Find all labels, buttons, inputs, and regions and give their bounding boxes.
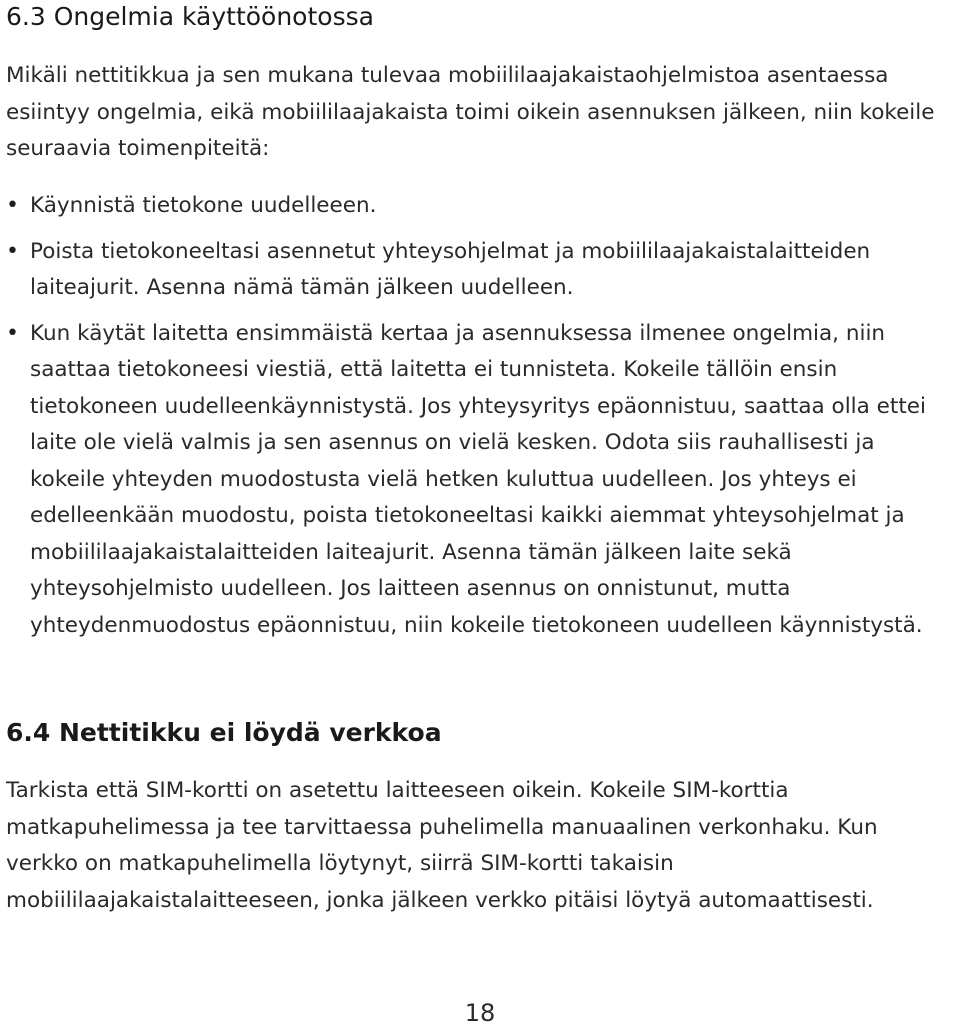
body-paragraph: Tarkista että SIM-kortti on asetettu laitteeseen oikein. Kokeile SIM-korttia matkapuhelimessa ja tee tarvittaessa puhelimella manuaalinen verkonhaku. Kun verkko on matkapuhelimella löytynyt, siirrä SIM-kortti takaisin mobiililaajakaistalaitteeseen, jonka jälkeen verkko pitäisi löytyä automaattisesti. (6, 778, 878, 913)
list-item (0, 234, 950, 307)
bullet-icon: • (6, 238, 19, 264)
bullet-icon: • (6, 320, 19, 346)
list-item (0, 188, 950, 225)
intro-paragraph: Mikäli nettitikkua ja sen mukana tulevaa mobiililaajakaistaohjelmistoa asentaessa esiintyy ongelmia, eikä mobiililaajakaista toimi oikein asennuksen jälkeen, niin kokeile seuraavia toimenpiteitä: (6, 63, 935, 161)
list-item-text: Käynnistä tietokone uudelleeen. (30, 193, 377, 218)
list-item-text: Kun käytät laitetta ensimmäistä kertaa ja asennuksessa ilmenee ongelmia, niin saattaa tietokoneesi viestiä, että laitetta ei tunnisteta. Kokeile tällöin ensin tietokoneen uudelleenkäynnistystä. Jos yhteysyritys epäonnistuu, saattaa olla ettei laite ole vielä valmis ja sen asennus on vielä kesken. Odota siis rauhallisesti ja kokeile yhteyden muodostusta vielä hetken kuluttua uudelleen. Jos yhteys ei edelleenkään muodostu, poista tietokoneeltasi kaikki aiemmat yhteysohjelmat ja mobiililaajakaistalaitteiden laiteajurit. Asenna tämän jälkeen laite sekä yhteysohjelmisto uudelleen. Jos laitteen asennus on onnistunut, mutta yhteydenmuodostus epäonnistuu, niin kokeile tietokoneen uudelleen käynnistystä. (30, 320, 926, 638)
troubleshooting-list (0, 188, 960, 653)
list-item-text: Poista tietokoneeltasi asennetut yhteysohjelmat ja mobiililaajakaistalaitteiden laiteajurit. Asenna nämä tämän jälkeen uudelleen. (30, 238, 871, 300)
list-item (0, 316, 950, 645)
section-heading-6-3: 6.3 Ongelmia käyttöönotossa (6, 2, 374, 31)
bullet-icon: • (6, 193, 19, 218)
section-heading-6-4: 6.4 Nettitikku ei löydä verkkoa (6, 718, 442, 747)
page-number: 18 (464, 999, 496, 1027)
